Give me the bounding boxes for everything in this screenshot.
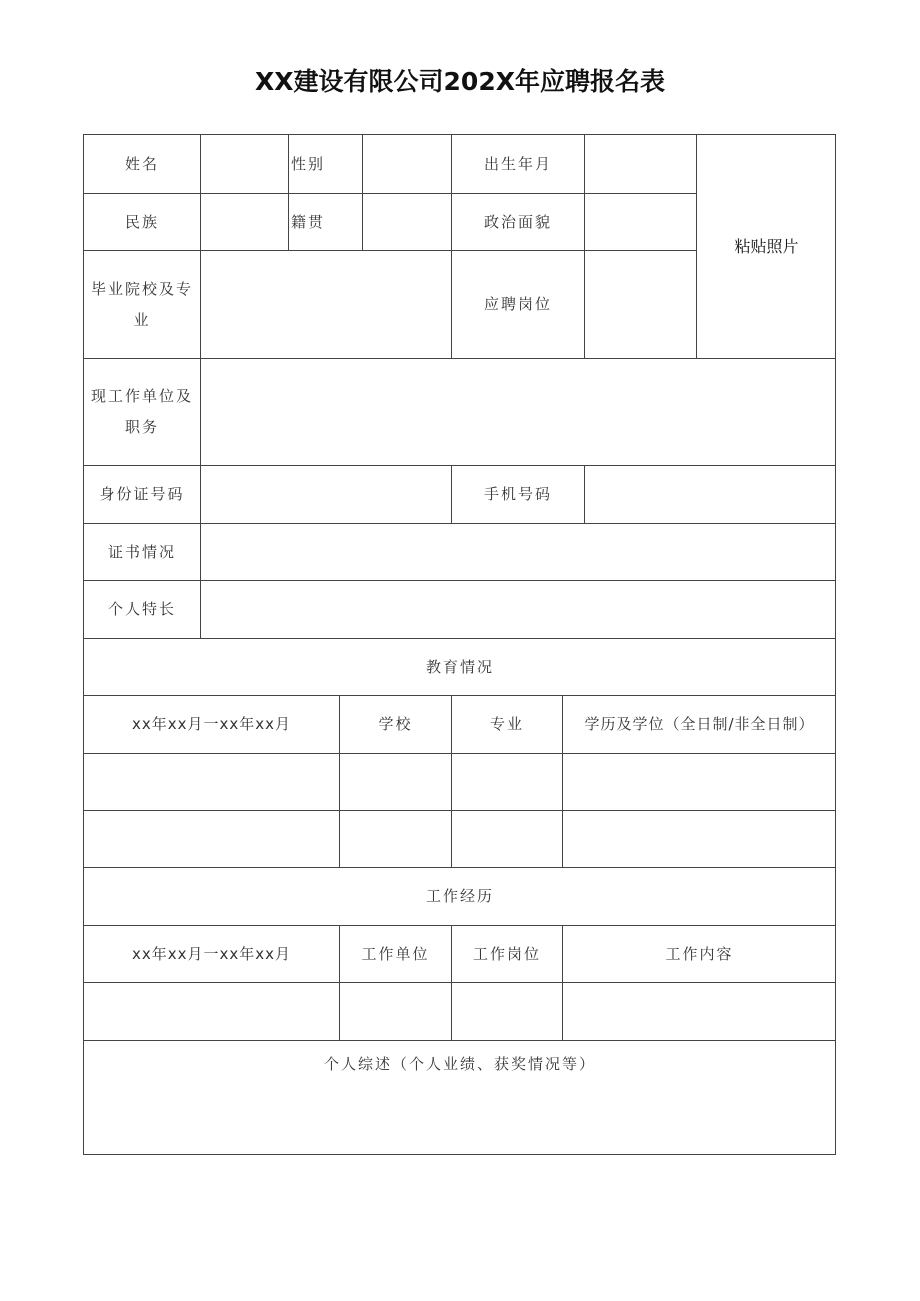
specialty-field[interactable] (200, 580, 836, 638)
work-row-1-content[interactable] (562, 982, 836, 1040)
birth-label: 出生年月 (451, 134, 584, 193)
id-number-field[interactable] (200, 465, 451, 523)
specialty-label: 个人特长 (83, 580, 200, 638)
native-place-field[interactable] (362, 193, 451, 250)
work-row-1-period[interactable] (83, 982, 339, 1040)
current-work-label: 现工作单位及职务 (83, 358, 200, 465)
position-applied-field[interactable] (584, 250, 696, 358)
education-row-1-major[interactable] (451, 753, 562, 810)
form-title: XX建设有限公司202X年应聘报名表 (254, 67, 665, 96)
gender-field[interactable] (362, 134, 451, 193)
position-applied-label: 应聘岗位 (451, 250, 584, 358)
education-header-degree: 学历及学位（全日制/非全日制） (562, 695, 836, 753)
photo-placeholder[interactable]: 粘贴照片 (696, 134, 836, 358)
current-work-field[interactable] (200, 358, 836, 465)
political-status-field[interactable] (584, 193, 696, 250)
education-row-1-period[interactable] (83, 753, 339, 810)
phone-label: 手机号码 (451, 465, 584, 523)
name-label: 姓名 (83, 134, 200, 193)
phone-field[interactable] (584, 465, 836, 523)
gender-label: 性别 (288, 134, 362, 193)
education-row-2-degree[interactable] (562, 810, 836, 867)
work-row-1-employer[interactable] (339, 982, 451, 1040)
personal-summary-field[interactable] (83, 1040, 836, 1155)
birth-field[interactable] (584, 134, 696, 193)
work-header-employer: 工作单位 (339, 925, 451, 982)
native-place-label: 籍贯 (288, 193, 362, 250)
education-row-1-degree[interactable] (562, 753, 836, 810)
certificates-field[interactable] (200, 523, 836, 580)
name-field[interactable] (200, 134, 288, 193)
education-row-2-school[interactable] (339, 810, 451, 867)
work-header-position: 工作岗位 (451, 925, 562, 982)
id-number-label: 身份证号码 (83, 465, 200, 523)
ethnicity-label: 民族 (83, 193, 200, 250)
work-row-1-position[interactable] (451, 982, 562, 1040)
work-header-period: xx年xx月一xx年xx月 (83, 925, 339, 982)
certificates-label: 证书情况 (83, 523, 200, 580)
education-row-2-major[interactable] (451, 810, 562, 867)
education-header-period: xx年xx月一xx年xx月 (83, 695, 339, 753)
education-section-title: 教育情况 (83, 638, 836, 695)
education-row-2-period[interactable] (83, 810, 339, 867)
political-status-label: 政治面貌 (451, 193, 584, 250)
ethnicity-field[interactable] (200, 193, 288, 250)
school-major-label: 毕业院校及专业 (83, 250, 200, 358)
school-major-field[interactable] (200, 250, 451, 358)
work-header-content: 工作内容 (562, 925, 836, 982)
application-form-table (83, 134, 836, 1155)
personal-summary-label: 个人综述（个人业绩、获奖情况等） (323, 1055, 596, 1073)
education-header-major: 专业 (451, 695, 562, 753)
education-row-1-school[interactable] (339, 753, 451, 810)
work-section-title: 工作经历 (83, 867, 836, 925)
education-header-school: 学校 (339, 695, 451, 753)
